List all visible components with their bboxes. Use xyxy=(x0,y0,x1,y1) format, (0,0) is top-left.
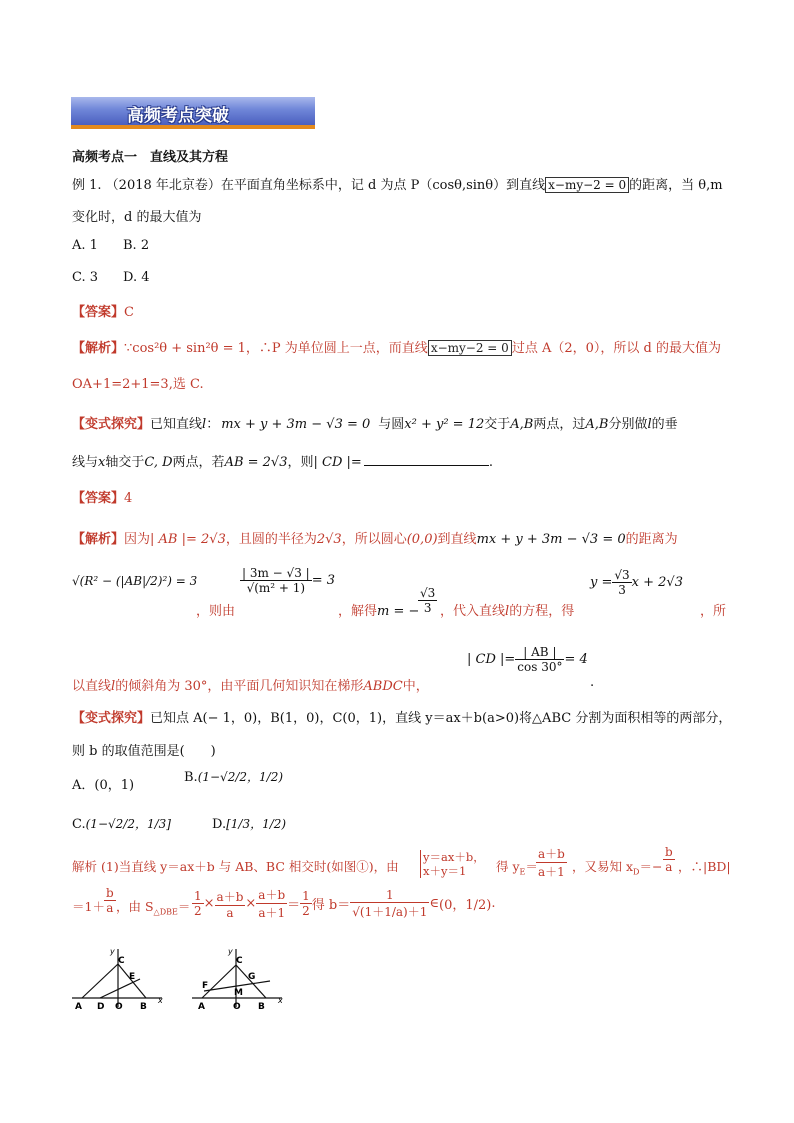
var2-half2-num: 1 xyxy=(302,889,310,903)
var2-ye-frac xyxy=(536,845,567,880)
var2-end: . xyxy=(491,896,496,911)
var2-times-2: × xyxy=(245,896,257,911)
var1-analysis-label: 【解析】 xyxy=(72,532,125,547)
var2-xd-den: a xyxy=(665,860,673,874)
var2-optb-value: (1−√2/2，1/2) xyxy=(197,770,284,784)
var2-optc-value: (1−√2/2，1/3] xyxy=(85,817,171,831)
fig1-label-e: E xyxy=(129,972,136,982)
var2-ye-den: a＋1 xyxy=(538,865,565,879)
var2-f1-num: a＋b xyxy=(216,889,244,904)
var1-y-eq: y = xyxy=(590,575,613,590)
var1-text-a: 已知直线 xyxy=(150,417,203,432)
var1-line1 xyxy=(72,413,678,432)
var1-an2-b: ，解得 xyxy=(338,604,378,619)
var1-l2-cd: C, D xyxy=(144,455,173,470)
var1-l: l xyxy=(202,417,207,432)
fig1-label-b: B xyxy=(140,1002,147,1012)
fig1-label-o: O xyxy=(115,1002,123,1012)
fig2-label-o: O xyxy=(233,1002,241,1012)
var1-an3-c: 中， xyxy=(402,679,429,694)
var1-l2-d: ，则 xyxy=(287,455,314,470)
var2-xd-num: b xyxy=(665,845,673,859)
var2-sol2-s xyxy=(116,897,190,917)
var2-option-c xyxy=(72,815,171,832)
var2-b-den: √(1＋1/a)＋1 xyxy=(352,904,428,919)
var1-m-num: √3 xyxy=(420,586,436,600)
var2-half-den: 2 xyxy=(194,904,202,918)
var2-solution-line1 xyxy=(72,857,399,875)
analysis-text-2: 过点 A（2，0），所以 d 的最大值为 xyxy=(511,341,721,356)
var1-text-b: 与圆 xyxy=(378,417,405,432)
var2-optd-value: [1/3，1/2) xyxy=(226,817,287,831)
var2-label: 【变式探究】 xyxy=(72,711,151,726)
fig2-label-c: C xyxy=(236,956,243,966)
var1-an1-d: 到直线 xyxy=(437,532,477,547)
var1-m-frac xyxy=(418,586,437,615)
ex1-analysis-line2: OA+1=2+1=3,选 C. xyxy=(72,377,204,392)
var1-m-den: 3 xyxy=(423,601,432,615)
var1-text-d: 两点，过 xyxy=(533,417,586,432)
var1-l2-x: x xyxy=(98,455,106,470)
var1-an3-end: . xyxy=(590,675,595,690)
var1-cd-den: cos 30° xyxy=(517,660,563,674)
figure-2-diagram xyxy=(190,945,290,1015)
var1-analysis-line1 xyxy=(72,528,678,547)
var2-sol1-c: ＝ xyxy=(525,859,538,874)
fig1-label-a: A xyxy=(75,1002,82,1012)
fig2-label-f: F xyxy=(202,981,209,991)
var2-sys2: x＋y＝1 xyxy=(423,864,467,878)
section-title: 高频考点一 直线及其方程 xyxy=(72,150,229,165)
var1-an2-l: l xyxy=(505,604,510,619)
var2-sol1-xd xyxy=(572,857,662,877)
var1-an1-line: mx + y + 3m − √3 = 0 xyxy=(476,532,626,547)
var2-option-a: A．(0，1) xyxy=(72,778,135,793)
var1-f2-num: | 3m − √3 | xyxy=(242,566,310,580)
fig1-label-d: D xyxy=(97,1002,105,1012)
var1-an2-d: 的方程，得 xyxy=(509,604,575,619)
var1-cd: | CD |= xyxy=(467,652,516,667)
var2-half-num: 1 xyxy=(194,889,202,903)
var1-line-eq: mx + y + 3m − √3 = 0 xyxy=(221,417,371,432)
fig2-label-a: A xyxy=(198,1002,205,1012)
fig1-label-c: C xyxy=(118,956,125,966)
answer-label: 【答案】 xyxy=(72,305,125,320)
var2-ye-num: a＋b xyxy=(538,847,565,861)
ex1-option-b: B. 2 xyxy=(123,238,150,253)
var1-an2-mid xyxy=(338,600,419,619)
var1-cd-num: | AB | xyxy=(515,645,564,660)
var2-option-d xyxy=(212,815,286,832)
ex1-line1-pre: 例 1. （2018 年北京卷）在平面直角坐标系中，记 d 为点 P（cosθ,sinθ）到直线 xyxy=(72,178,546,193)
fig1-label-x: x xyxy=(158,996,163,1005)
var1-text-e: 分别做 xyxy=(608,417,648,432)
var2-optb-pre: B. xyxy=(184,770,198,785)
analysis-label: 【解析】 xyxy=(72,341,125,356)
fig2-label-m: M xyxy=(234,988,243,998)
var1-an3-a: 以直线 xyxy=(72,679,112,694)
var2-range: (0，1/2) xyxy=(439,898,492,913)
var1-analysis-line3 xyxy=(72,675,429,694)
ex1-line2: 变化时，d 的最大值为 xyxy=(72,210,202,225)
var2-line1-text: 已知点 A(− 1，0)，B(1，0)，C(0，1)，直线 y＝ax＋b(a>0)将△ABC 分割为面积相等的两部分， xyxy=(150,711,732,726)
fig2-label-x: x xyxy=(278,996,283,1005)
var1-an2-a: ，则由 xyxy=(196,604,236,619)
var2-sol-label: 解析 xyxy=(72,859,98,874)
var1-an1-a: 因为 xyxy=(124,532,151,547)
var1-circle-eq: x² + y² = 12 xyxy=(404,417,485,432)
var1-line2: 线与x轴交于C, D两点，若AB = 2√3，则| CD |= . xyxy=(72,455,493,470)
var2-times-1: × xyxy=(203,896,215,911)
var2-sol1-a: (1)当直线 y＝ax＋b 与 AB、BC 相交时(如图①)，由 xyxy=(101,859,399,874)
var2-sol1-e: E xyxy=(519,867,526,877)
var1-y-den: 3 xyxy=(618,583,626,597)
var1-an1-e: 的距离为 xyxy=(625,532,678,547)
var2-half2-den: 2 xyxy=(302,904,310,918)
analysis-equation-box: x−my−2 = 0 xyxy=(428,340,512,356)
var1-an1-o: (0,0) xyxy=(406,532,438,547)
var1-an3-abdc: ABDC xyxy=(363,679,403,694)
figure-1-diagram xyxy=(70,945,170,1015)
fig1-label-y: y xyxy=(110,947,115,956)
var2-sol2-a: ＝1＋ xyxy=(72,899,105,914)
var2-sys1: y＝ax＋b， xyxy=(423,850,485,864)
var1-answer xyxy=(72,487,132,506)
var2-sol1-dsub: D xyxy=(633,867,640,877)
var1-y-num: √3 xyxy=(614,568,630,582)
var2-sol1-f: ，∴|BD| xyxy=(678,859,731,874)
var2-sol1-d: ，又易知 x xyxy=(572,859,634,874)
var2-option-b xyxy=(184,768,283,785)
var1-colon: ： xyxy=(206,417,220,432)
var1-an1-r: 2√3 xyxy=(316,532,342,547)
var2-optc-pre: C. xyxy=(72,817,86,832)
var1-an2-e: ，所 xyxy=(700,604,727,619)
var2-sol2-sub: △DBE xyxy=(153,907,178,917)
fig1-segment-ac xyxy=(82,964,118,998)
var2-equation-system xyxy=(420,850,485,878)
var2-eq: ＝ xyxy=(287,898,301,913)
ex1-option-c: C. 3 xyxy=(72,270,99,285)
var2-line2: 则 b 的取值范围是( ) xyxy=(72,744,216,759)
var2-in: ∈ xyxy=(429,896,440,911)
var2-f2-num: a＋b xyxy=(258,888,286,902)
var2-sol1-b: 得 y xyxy=(496,859,520,874)
var2-sol2-c: ＝ xyxy=(177,899,191,914)
ex1-answer xyxy=(72,301,134,320)
ex1-line1 xyxy=(72,174,723,193)
var1-an2-c xyxy=(440,600,574,619)
var1-y-formula xyxy=(590,568,683,597)
var1-l-2: l xyxy=(647,417,652,432)
var1-formula-abs xyxy=(240,566,335,595)
var1-cd-eq: = 4 xyxy=(564,652,588,667)
ex1-option-a: A. 1 xyxy=(72,238,98,253)
var1-f2-den: √(m² + 1) xyxy=(246,581,306,595)
ex1-option-d: D. 4 xyxy=(123,270,150,285)
var2-bd-frac xyxy=(104,886,116,915)
answer-value: C xyxy=(124,305,134,320)
var2-f2-den: a＋1 xyxy=(258,906,286,920)
var1-an3-l: l xyxy=(111,679,116,694)
fig2-label-g: G xyxy=(248,972,256,982)
var2-optd-pre: D. xyxy=(212,817,227,832)
var1-an2-c-text: ，代入直线 xyxy=(440,604,506,619)
var2-bd-den: a xyxy=(106,901,114,915)
var2-area-expr xyxy=(192,886,496,921)
ex1-line1-post: 的距离，当 θ,m xyxy=(629,178,723,193)
section-banner xyxy=(71,97,315,129)
var1-answer-label: 【答案】 xyxy=(72,491,125,506)
var1-text-f: 的垂 xyxy=(651,417,678,432)
var1-l2-eq: AB = 2√3 xyxy=(224,455,288,470)
var2-bd-num: b xyxy=(106,886,114,900)
var2-sol1-rest xyxy=(496,857,538,877)
var1-an1-b: ，且圆的半径为 xyxy=(225,532,317,547)
banner-title: 高频考点突破 xyxy=(127,106,229,126)
var2-sol2-g: 得 b＝ xyxy=(311,898,351,913)
var1-label: 【变式探究】 xyxy=(72,417,151,432)
var1-answer-value: 4 xyxy=(124,491,133,506)
var1-y-rest: x + 2√3 xyxy=(631,575,683,590)
var1-answer-blank xyxy=(364,465,489,466)
fig2-label-y: y xyxy=(228,947,233,956)
var1-l2-c: 两点，若 xyxy=(172,455,225,470)
var1-ab-2: A,B xyxy=(585,417,609,432)
var1-formula-distance: √(R² − (|AB|/2)²) = 3 xyxy=(72,574,198,588)
var1-l2-b: 轴交于 xyxy=(105,455,145,470)
var1-an2-m: m = − xyxy=(377,604,420,619)
var2-b-num: 1 xyxy=(350,888,429,903)
var1-ab: A,B xyxy=(510,417,534,432)
var2-xd-frac xyxy=(663,845,675,874)
var2-sol2-b: ，由 S xyxy=(116,899,154,914)
var1-cd-formula xyxy=(467,645,588,674)
var1-an1-eq: | AB |= 2√3 xyxy=(150,532,226,547)
var1-an3-b: 的倾斜角为 30°，由平面几何知识知在梯形 xyxy=(115,679,364,694)
analysis-text-1: ∵cos²θ + sin²θ = 1，∴P 为单位圆上一点，而直线 xyxy=(124,341,428,356)
var1-text-c: 交于 xyxy=(484,417,511,432)
var1-l2-abs: | CD |= xyxy=(313,455,362,470)
fig2-label-b: B xyxy=(258,1002,265,1012)
var1-an1-c: ，所以圆心 xyxy=(341,532,407,547)
var1-analysis-line2 xyxy=(72,574,197,589)
var1-l2-a: 线与 xyxy=(72,455,99,470)
var2-f1-den: a xyxy=(226,905,234,920)
var2-line1 xyxy=(72,707,731,726)
ex1-analysis-line1 xyxy=(72,337,721,356)
var2-sol1-e2: ＝− xyxy=(639,859,663,874)
ex1-equation-box: x−my−2 = 0 xyxy=(545,177,629,193)
var1-f2-eq: = 3 xyxy=(311,573,335,588)
